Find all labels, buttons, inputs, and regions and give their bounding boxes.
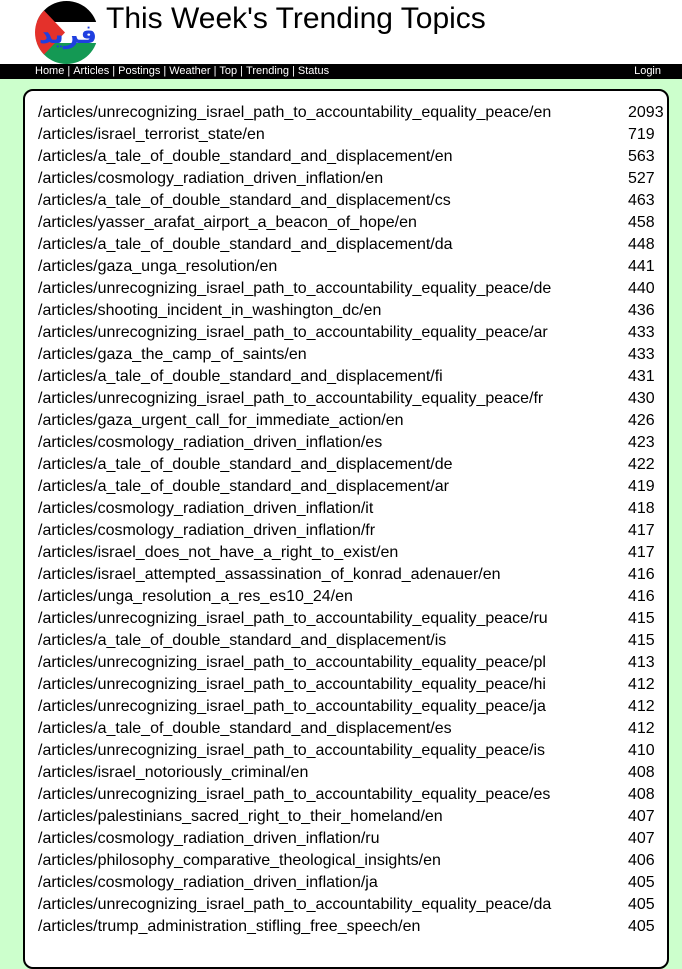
- list-item: [38, 564, 658, 586]
- list-item: [38, 674, 658, 696]
- topic-path-link[interactable]: /articles/gaza_urgent_call_for_immediate_action/en: [38, 412, 404, 429]
- topic-count: 441: [628, 258, 655, 275]
- topic-path-link[interactable]: /articles/yasser_arafat_airport_a_beacon_of_hope/en: [38, 214, 417, 231]
- topic-path-link[interactable]: /articles/cosmology_radiation_driven_inflation/es: [38, 434, 383, 451]
- list-item: [38, 322, 658, 344]
- topic-count: 407: [628, 808, 655, 825]
- topic-count: 433: [628, 346, 655, 363]
- topic-count: 417: [628, 522, 655, 539]
- list-item: [38, 212, 658, 234]
- list-item: [38, 300, 658, 322]
- topic-path-link[interactable]: /articles/unrecognizing_israel_path_to_accountability_equality_peace/ar: [38, 324, 548, 341]
- topic-count: 433: [628, 324, 655, 341]
- list-item: [38, 608, 658, 630]
- list-item: [38, 696, 658, 718]
- topic-count: 412: [628, 676, 655, 693]
- topic-path-link[interactable]: /articles/gaza_the_camp_of_saints/en: [38, 346, 307, 363]
- topic-count: 719: [628, 126, 655, 143]
- topic-path-link[interactable]: /articles/philosophy_comparative_theological_insights/en: [38, 852, 441, 869]
- topic-path-link[interactable]: /articles/unrecognizing_israel_path_to_accountability_equality_peace/de: [38, 280, 552, 297]
- list-item: [38, 410, 658, 432]
- list-item: [38, 916, 658, 938]
- header: [0, 0, 682, 64]
- list-item: [38, 630, 658, 652]
- topic-path-link[interactable]: /articles/unrecognizing_israel_path_to_accountability_equality_peace/ru: [38, 610, 548, 627]
- list-item: [38, 718, 658, 740]
- topic-path-link[interactable]: /articles/unga_resolution_a_res_es10_24/en: [38, 588, 353, 605]
- topic-path-link[interactable]: /articles/a_tale_of_double_standard_and_displacement/is: [38, 632, 447, 649]
- topic-count: 463: [628, 192, 655, 209]
- list-item: [38, 256, 658, 278]
- topic-count: 416: [628, 566, 655, 583]
- topic-count: 426: [628, 412, 655, 429]
- topic-count: 408: [628, 786, 655, 803]
- nav-weather-link[interactable]: Weather: [169, 65, 211, 77]
- nav-separator: |: [240, 65, 244, 77]
- topic-path-link[interactable]: /articles/a_tale_of_double_standard_and_displacement/fi: [38, 368, 443, 385]
- topic-count: 417: [628, 544, 655, 561]
- topic-count: 440: [628, 280, 655, 297]
- topic-path-link[interactable]: /articles/a_tale_of_double_standard_and_displacement/da: [38, 236, 453, 253]
- list-item: [38, 388, 658, 410]
- topic-path-link[interactable]: /articles/israel_notoriously_criminal/en: [38, 764, 309, 781]
- list-item: [38, 432, 658, 454]
- topic-path-link[interactable]: /articles/unrecognizing_israel_path_to_accountability_equality_peace/fr: [38, 390, 544, 407]
- topic-path-link[interactable]: /articles/unrecognizing_israel_path_to_accountability_equality_peace/is: [38, 742, 545, 759]
- nav-trending-link[interactable]: Trending: [246, 65, 290, 77]
- list-item: [38, 828, 658, 850]
- topic-count: 405: [628, 874, 655, 891]
- topic-count: 2093: [628, 104, 664, 121]
- list-item: [38, 762, 658, 784]
- trending-panel: [23, 89, 669, 969]
- nav-articles-link[interactable]: Articles: [73, 65, 110, 77]
- list-item: [38, 498, 658, 520]
- topic-count: 563: [628, 148, 655, 165]
- topic-path-link[interactable]: /articles/a_tale_of_double_standard_and_displacement/de: [38, 456, 453, 473]
- topic-count: 422: [628, 456, 655, 473]
- list-item: [38, 454, 658, 476]
- page-title: This Week's Trending Topics: [106, 2, 486, 35]
- list-item: [38, 586, 658, 608]
- topic-count: 408: [628, 764, 655, 781]
- topic-count: 407: [628, 830, 655, 847]
- topic-count: 418: [628, 500, 655, 517]
- nav-separator: |: [67, 65, 71, 77]
- topic-path-link[interactable]: /articles/cosmology_radiation_driven_inflation/ru: [38, 830, 380, 847]
- login-link[interactable]: Login: [634, 65, 661, 77]
- nav-status-link[interactable]: Status: [297, 65, 330, 77]
- topic-path-link[interactable]: /articles/unrecognizing_israel_path_to_accountability_equality_peace/da: [38, 896, 552, 913]
- topic-count: 406: [628, 852, 655, 869]
- topic-path-link[interactable]: /articles/unrecognizing_israel_path_to_accountability_equality_peace/ja: [38, 698, 546, 715]
- topic-count: 412: [628, 698, 655, 715]
- topic-path-link[interactable]: /articles/a_tale_of_double_standard_and_displacement/ar: [38, 478, 449, 495]
- logo-text: فريد: [39, 20, 97, 50]
- list-item: [38, 366, 658, 388]
- list-item: [38, 168, 658, 190]
- list-item: [38, 872, 658, 894]
- list-item: [38, 806, 658, 828]
- topic-path-link[interactable]: /articles/trump_administration_stifling_free_speech/en: [38, 918, 421, 935]
- list-item: [38, 278, 658, 300]
- topic-count: 527: [628, 170, 655, 187]
- topic-path-link[interactable]: /articles/shooting_incident_in_washington_dc/en: [38, 302, 382, 319]
- topic-path-link[interactable]: /articles/israel_terrorist_state/en: [38, 126, 265, 143]
- topic-path-link[interactable]: /articles/unrecognizing_israel_path_to_accountability_equality_peace/pl: [38, 654, 546, 671]
- list-item: [38, 740, 658, 762]
- list-item: [38, 234, 658, 256]
- list-item: [38, 124, 658, 146]
- list-item: [38, 784, 658, 806]
- nav-postings-link[interactable]: Postings: [118, 65, 161, 77]
- list-item: [38, 190, 658, 212]
- topic-path-link[interactable]: /articles/unrecognizing_israel_path_to_accountability_equality_peace/hi: [38, 676, 546, 693]
- list-item: [38, 344, 658, 366]
- topic-count: 419: [628, 478, 655, 495]
- topic-count: 405: [628, 896, 655, 913]
- topic-path-link[interactable]: /articles/israel_does_not_have_a_right_to_exist/en: [38, 544, 399, 561]
- nav-bar: [0, 64, 682, 79]
- list-item: [38, 542, 658, 564]
- topic-count: 415: [628, 632, 655, 649]
- topic-count: 448: [628, 236, 655, 253]
- topic-path-link[interactable]: /articles/cosmology_radiation_driven_inflation/en: [38, 170, 384, 187]
- topic-count: 415: [628, 610, 655, 627]
- topic-count: 405: [628, 918, 655, 935]
- topic-count: 413: [628, 654, 655, 671]
- nav-separator: |: [213, 65, 217, 77]
- list-item: [38, 476, 658, 498]
- list-item: [38, 102, 664, 124]
- topic-path-link[interactable]: /articles/gaza_unga_resolution/en: [38, 258, 278, 275]
- topic-count: 430: [628, 390, 655, 407]
- list-item: [38, 146, 658, 168]
- topic-count: 458: [628, 214, 655, 231]
- topic-path-link[interactable]: /articles/cosmology_radiation_driven_inflation/ja: [38, 874, 378, 891]
- trending-list: [38, 102, 664, 938]
- nav-links: [35, 64, 329, 79]
- topic-path-link[interactable]: /articles/unrecognizing_israel_path_to_accountability_equality_peace/es: [38, 786, 551, 803]
- list-item: [38, 850, 658, 872]
- topic-path-link[interactable]: /articles/a_tale_of_double_standard_and_displacement/en: [38, 148, 453, 165]
- topic-count: 436: [628, 302, 655, 319]
- topic-path-link[interactable]: /articles/a_tale_of_double_standard_and_displacement/cs: [38, 192, 451, 209]
- topic-count: 423: [628, 434, 655, 451]
- list-item: [38, 894, 658, 916]
- topic-path-link[interactable]: /articles/cosmology_radiation_driven_inflation/it: [38, 500, 374, 517]
- topic-path-link[interactable]: /articles/cosmology_radiation_driven_inflation/fr: [38, 522, 376, 539]
- topic-path-link[interactable]: /articles/palestinians_sacred_right_to_their_homeland/en: [38, 808, 443, 825]
- list-item: [38, 652, 658, 674]
- topic-count: 412: [628, 720, 655, 737]
- nav-separator: |: [112, 65, 116, 77]
- nav-home-link[interactable]: Home: [35, 65, 65, 77]
- nav-separator: |: [292, 65, 295, 77]
- topic-count: 410: [628, 742, 655, 759]
- list-item: [38, 520, 658, 542]
- topic-count: 416: [628, 588, 655, 605]
- topic-path-link[interactable]: /articles/unrecognizing_israel_path_to_accountability_equality_peace/en: [38, 104, 552, 121]
- topic-count: 431: [628, 368, 655, 385]
- nav-separator: |: [163, 65, 167, 77]
- topic-path-link[interactable]: /articles/israel_attempted_assassination_of_konrad_adenauer/en: [38, 566, 501, 583]
- farid-flag-logo-icon[interactable]: [35, 1, 98, 64]
- topic-path-link[interactable]: /articles/a_tale_of_double_standard_and_displacement/es: [38, 720, 452, 737]
- nav-top-link[interactable]: Top: [219, 65, 238, 77]
